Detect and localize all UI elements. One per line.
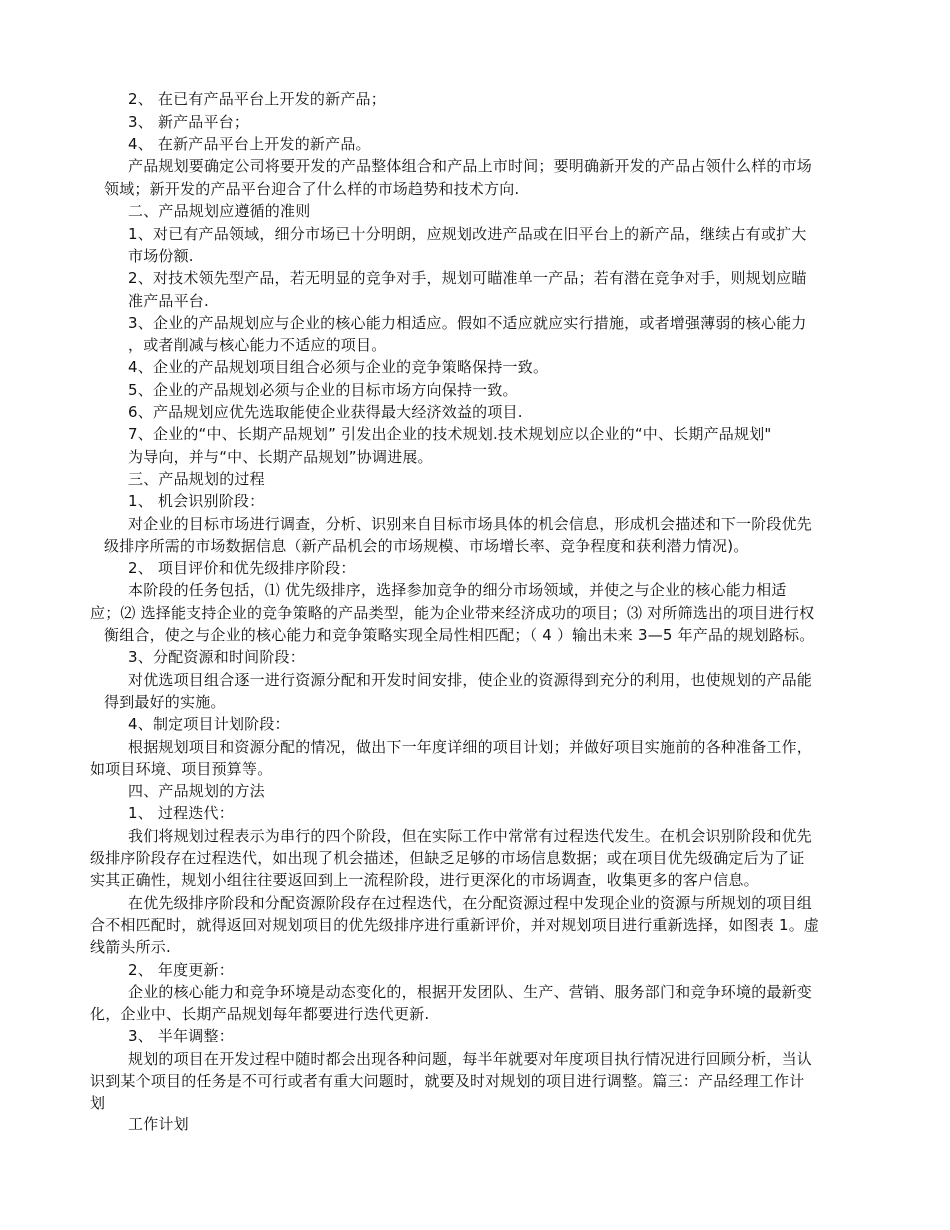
paragraph-line: 为导向，并与“中、长期产品规划”协调进展。	[128, 448, 433, 466]
paragraph-line: 2、对技术领先型产品，若无明显的竞争对手，规划可瞄准单一产品；若有潜在竞争对手，则规划应瞄	[128, 269, 807, 287]
paragraph-line: 1、对已有产品领域，细分市场已十分明朗，应规划改进产品或在旧平台上的新产品，继续占有或扩大	[128, 225, 807, 243]
section-heading: 三、产品规划的过程	[128, 470, 265, 488]
list-item: 3、 新产品平台；	[128, 113, 250, 131]
list-item: 2、 在已有产品平台上开发的新产品；	[128, 90, 386, 108]
subsection-heading: 1、 机会识别阶段：	[128, 492, 265, 510]
section-heading: 工作计划	[128, 1115, 189, 1133]
paragraph-line: 应；⑵ 选择能支持企业的竞争策略的产品类型，能为企业带来经济成功的项目；⑶ 对所筛选出的项目进行权	[90, 604, 815, 622]
list-item: 4、 在新产品平台上开发的新产品。	[128, 135, 371, 153]
paragraph-line: 市场份额.	[128, 247, 194, 265]
section-heading: 四、产品规划的方法	[128, 782, 265, 800]
paragraph-line: 产品规划要确定公司将要开发的产品整体组合和产品上市时间；要明确新开发的产品占领什么样的市场	[128, 157, 813, 175]
subsection-heading: 3、分配资源和时间阶段：	[128, 648, 305, 666]
paragraph-line: 如项目环境、项目预算等。	[90, 760, 273, 778]
section-heading: 二、产品规划应遵循的准则	[128, 202, 311, 220]
paragraph-line: 识到某个项目的任务是不可行或者有重大问题时，就要及时对规划的项目进行调整。篇三：产品经理工作计	[90, 1072, 805, 1090]
paragraph-line: 化，企业中、长期产品规划每年都要进行迭代更新.	[90, 1005, 430, 1023]
subsection-heading: 2、 年度更新：	[128, 961, 234, 979]
subsection-heading: 1、 过程迭代：	[128, 804, 234, 822]
paragraph-line: 线箭头所示.	[90, 938, 171, 956]
subsection-heading: 2、 项目评价和优先级排序阶段：	[128, 559, 356, 577]
paragraph-line: 4、企业的产品规划项目组合必须与企业的竞争策略保持一致。	[128, 358, 549, 376]
paragraph-line: 7、企业的“中、长期产品规划” 引发出企业的技术规划.技术规划应以企业的“中、长期产品规划"	[128, 425, 772, 443]
paragraph-line: 得到最好的实施。	[104, 693, 226, 711]
paragraph-line: 合不相匹配时，就得返回对规划项目的优先级排序进行重新评价，并对规划项目进行重新选择，如图表 1。虚	[90, 916, 820, 934]
paragraph-line: 企业的核心能力和竞争环境是动态变化的，根据开发团队、生产、营销、服务部门和竞争环境的最新变	[128, 983, 813, 1001]
paragraph-line: 对企业的目标市场进行调查，分析、识别来自目标市场具体的机会信息，形成机会描述和下一阶段优先	[128, 515, 813, 533]
paragraph-line: 级排序所需的市场数据信息（新产品机会的市场规模、市场增长率、竞争程度和获利潜力情况)。	[104, 537, 749, 555]
paragraph-line: 规划的项目在开发过程中随时都会出现各种问题，每半年就要对年度项目执行情况进行回顾分析，当认	[128, 1050, 813, 1068]
paragraph-line: 实其正确性，规划小组往往要返回到上一流程阶段，进行更深化的市场调查，收集更多的客户信息。	[90, 871, 759, 889]
paragraph-line: 本阶段的任务包括，⑴ 优先级排序，选择参加竞争的细分市场领域，并使之与企业的核心能力相适	[128, 581, 787, 599]
paragraph-line: 在优先级排序阶段和分配资源阶段存在过程迭代，在分配资源过程中发现企业的资源与所规划的项目组	[128, 894, 813, 912]
paragraph-line: 领域；新开发的产品平台迎合了什么样的市场趋势和技术方向.	[104, 180, 520, 198]
subsection-heading: 4、制定项目计划阶段：	[128, 715, 290, 733]
paragraph-line: 级排序阶段存在过程迭代，如出现了机会描述，但缺乏足够的市场信息数据；或在项目优先级确定后为了证	[90, 849, 805, 867]
paragraph-line: 3、企业的产品规划应与企业的核心能力相适应。假如不适应就应实行措施，或者增强薄弱的核心能力	[128, 314, 807, 332]
paragraph-line: 准产品平台.	[128, 292, 209, 310]
paragraph-line: 5、企业的产品规划必须与企业的目标市场方向保持一致。	[128, 381, 518, 399]
paragraph-line: 根据规划项目和资源分配的情况，做出下一年度详细的项目计划；并做好项目实施前的各种准备工作，	[128, 738, 813, 756]
paragraph-line: ，或者削减与核心能力不适应的项目。	[128, 336, 387, 354]
paragraph-line: 对优选项目组合逐一进行资源分配和开发时间安排，使企业的资源得到充分的利用，也使规划的产品能	[128, 671, 813, 689]
subsection-heading: 3、 半年调整：	[128, 1027, 234, 1045]
paragraph-line: 我们将规划过程表示为串行的四个阶段，但在实际工作中常常有过程迭代发生。在机会识别阶段和优先	[128, 827, 813, 845]
paragraph-line: 衡组合，使之与企业的核心能力和竞争策略实现全局性相匹配；（ 4 ）输出未来 3—5 年产品的规划路标。	[104, 626, 815, 644]
paragraph-line: 6、产品规划应优先选取能使企业获得最大经济效益的项目.	[128, 403, 523, 421]
paragraph-line: 划	[90, 1094, 106, 1112]
